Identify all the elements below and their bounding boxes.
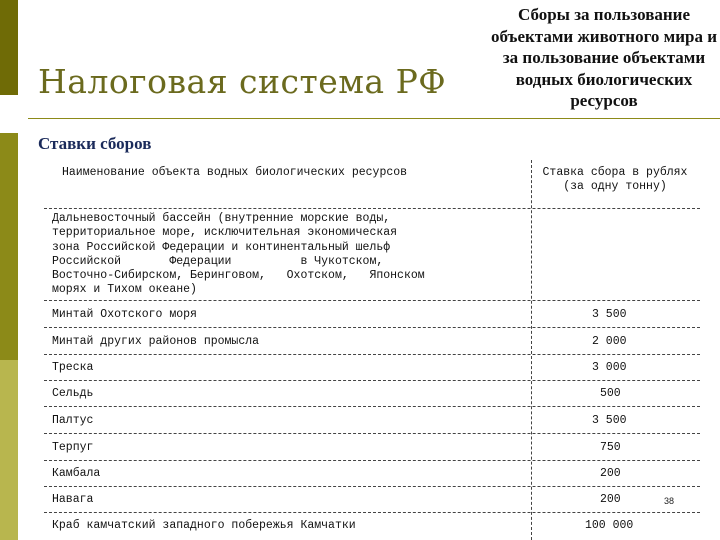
section-line: зона Российской Федерации и континентальный шельф — [52, 240, 391, 254]
table-column-rule — [531, 160, 532, 540]
table-divider — [44, 300, 700, 301]
section-line: территориальное море, исключительная экономическая — [52, 226, 398, 240]
table-row-rate: 2 000 — [592, 335, 627, 348]
sidebar-segment-dark — [0, 0, 18, 95]
section-line: Российской Федерации в Чукотском, — [52, 254, 384, 268]
table-row-rate: 500 — [600, 387, 621, 400]
table-row-name: Минтай других районов промысла — [52, 335, 260, 348]
table-row-name: Навага — [52, 493, 94, 506]
sidebar-segment-gap — [0, 95, 18, 133]
table-row-rate: 200 — [600, 493, 621, 506]
table-row-rate: 100 000 — [585, 519, 634, 532]
sidebar-segment-mid — [0, 133, 18, 360]
title-divider — [28, 118, 720, 119]
table-divider — [44, 327, 700, 328]
table-row-rate: 3 000 — [592, 361, 627, 374]
table-row-name: Палтус — [52, 414, 94, 427]
section-description — [52, 212, 425, 298]
section-line: Дальневосточный бассейн (внутренние морские воды, — [52, 212, 391, 225]
fees-heading: Сборы за пользование объектами животного мира и за пользование объектами водных биологических ресурсов — [490, 5, 718, 110]
table-row-rate: 3 500 — [592, 414, 627, 427]
sidebar-segment-light — [0, 360, 18, 540]
sidebar-decoration — [0, 0, 18, 540]
table-row-rate: 3 500 — [592, 308, 627, 321]
table-divider — [44, 433, 700, 434]
table-divider — [44, 406, 700, 407]
table-row-name: Камбала — [52, 467, 101, 480]
slide-title: Налоговая система РФ — [38, 62, 447, 101]
table-divider — [44, 460, 700, 461]
section-line: Восточно-Сибирском, Беринговом, Охотском, Японском — [52, 269, 425, 283]
section-line: морях и Тихом океане) — [52, 283, 197, 297]
slide-subtitle: Ставки сборов — [38, 134, 152, 153]
table-row-rate: 200 — [600, 467, 621, 480]
table-row-name: Минтай Охотского моря — [52, 308, 197, 321]
table-row-name: Краб камчатский западного побережья Камчатки — [52, 519, 356, 532]
table-divider — [44, 354, 700, 355]
page-number: 38 — [664, 496, 675, 506]
table-divider — [44, 486, 700, 487]
table-divider — [44, 208, 700, 209]
table-divider — [44, 512, 700, 513]
table-row-name: Треска — [52, 361, 94, 374]
table-row-name: Сельдь — [52, 387, 94, 400]
table-header-name: Наименование объекта водных биологических ресурсов — [62, 166, 408, 179]
table-header-rate: Ставка сбора в рублях (за одну тонну) — [542, 166, 688, 193]
table-row-rate: 750 — [600, 441, 621, 454]
table-row-name: Терпуг — [52, 441, 94, 454]
table-divider — [44, 380, 700, 381]
